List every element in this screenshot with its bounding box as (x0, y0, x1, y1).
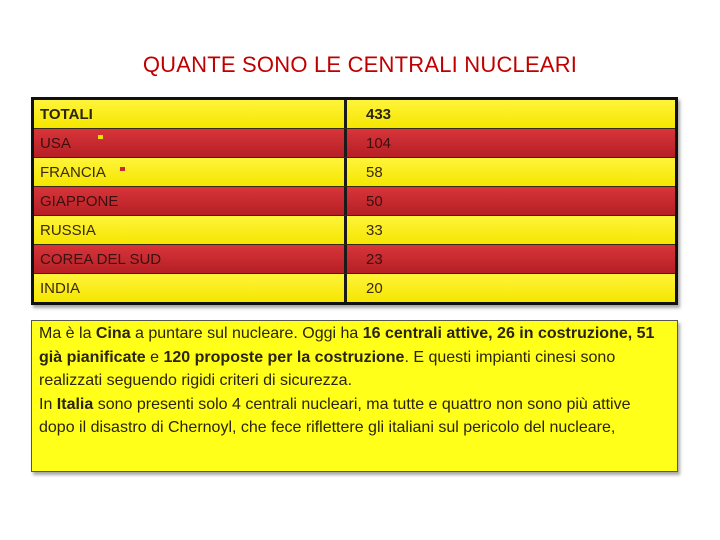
china-paragraph (39, 322, 670, 393)
bold-text: 16 centrali attive, 26 in costruzione, 51 già pianificate (39, 325, 655, 366)
country-cell: FRANCIA (34, 158, 344, 186)
dash-mark (98, 135, 103, 139)
table-row (34, 244, 675, 273)
count-cell: 23 (347, 245, 675, 273)
nuclear-plants-table (31, 97, 678, 305)
info-text-box (31, 320, 678, 472)
country-cell: USA (34, 129, 344, 157)
count-cell: 33 (347, 216, 675, 244)
count-cell: 50 (347, 187, 675, 215)
country-cell: INDIA (34, 274, 344, 302)
text-run: a puntare sul nucleare. Oggi ha (130, 325, 363, 342)
text-run: Ma è la (39, 325, 96, 342)
table-row (34, 273, 675, 302)
page-title: QUANTE SONO LE CENTRALI NUCLEARI (142, 52, 578, 77)
text-run: e (145, 348, 164, 366)
country-cell: COREA DEL SUD (34, 245, 344, 273)
table-row (34, 215, 675, 244)
bold-text: Cina (95, 325, 131, 342)
bold-text: 120 proposte per la costruzione (163, 348, 405, 366)
text-run: In (39, 395, 57, 413)
table-header-row (34, 100, 675, 128)
header-name-cell: TOTALI (34, 100, 344, 128)
count-cell: 58 (347, 158, 675, 186)
bold-text: Italia (56, 395, 94, 413)
count-cell: 104 (347, 129, 675, 157)
country-cell: RUSSIA (34, 216, 344, 244)
country-cell: GIAPPONE (34, 187, 344, 215)
count-cell: 20 (347, 274, 675, 302)
text-run: . E questi impianti cinesi sono realizzati seguendo rigidi criteri di sicurezza. (39, 348, 616, 389)
dash-mark (120, 167, 125, 171)
text-run: sono presenti solo 4 centrali nucleari, ma tutte e quattro non sono più attive dopo il disastro di Chernoyl, che fece riflettere gli italiani sul pericolo del nucleare, (39, 395, 631, 436)
table-row (34, 186, 675, 215)
italy-paragraph (39, 393, 670, 440)
table-row (34, 128, 675, 157)
table-row (34, 157, 675, 186)
header-value-cell: 433 (347, 100, 675, 128)
